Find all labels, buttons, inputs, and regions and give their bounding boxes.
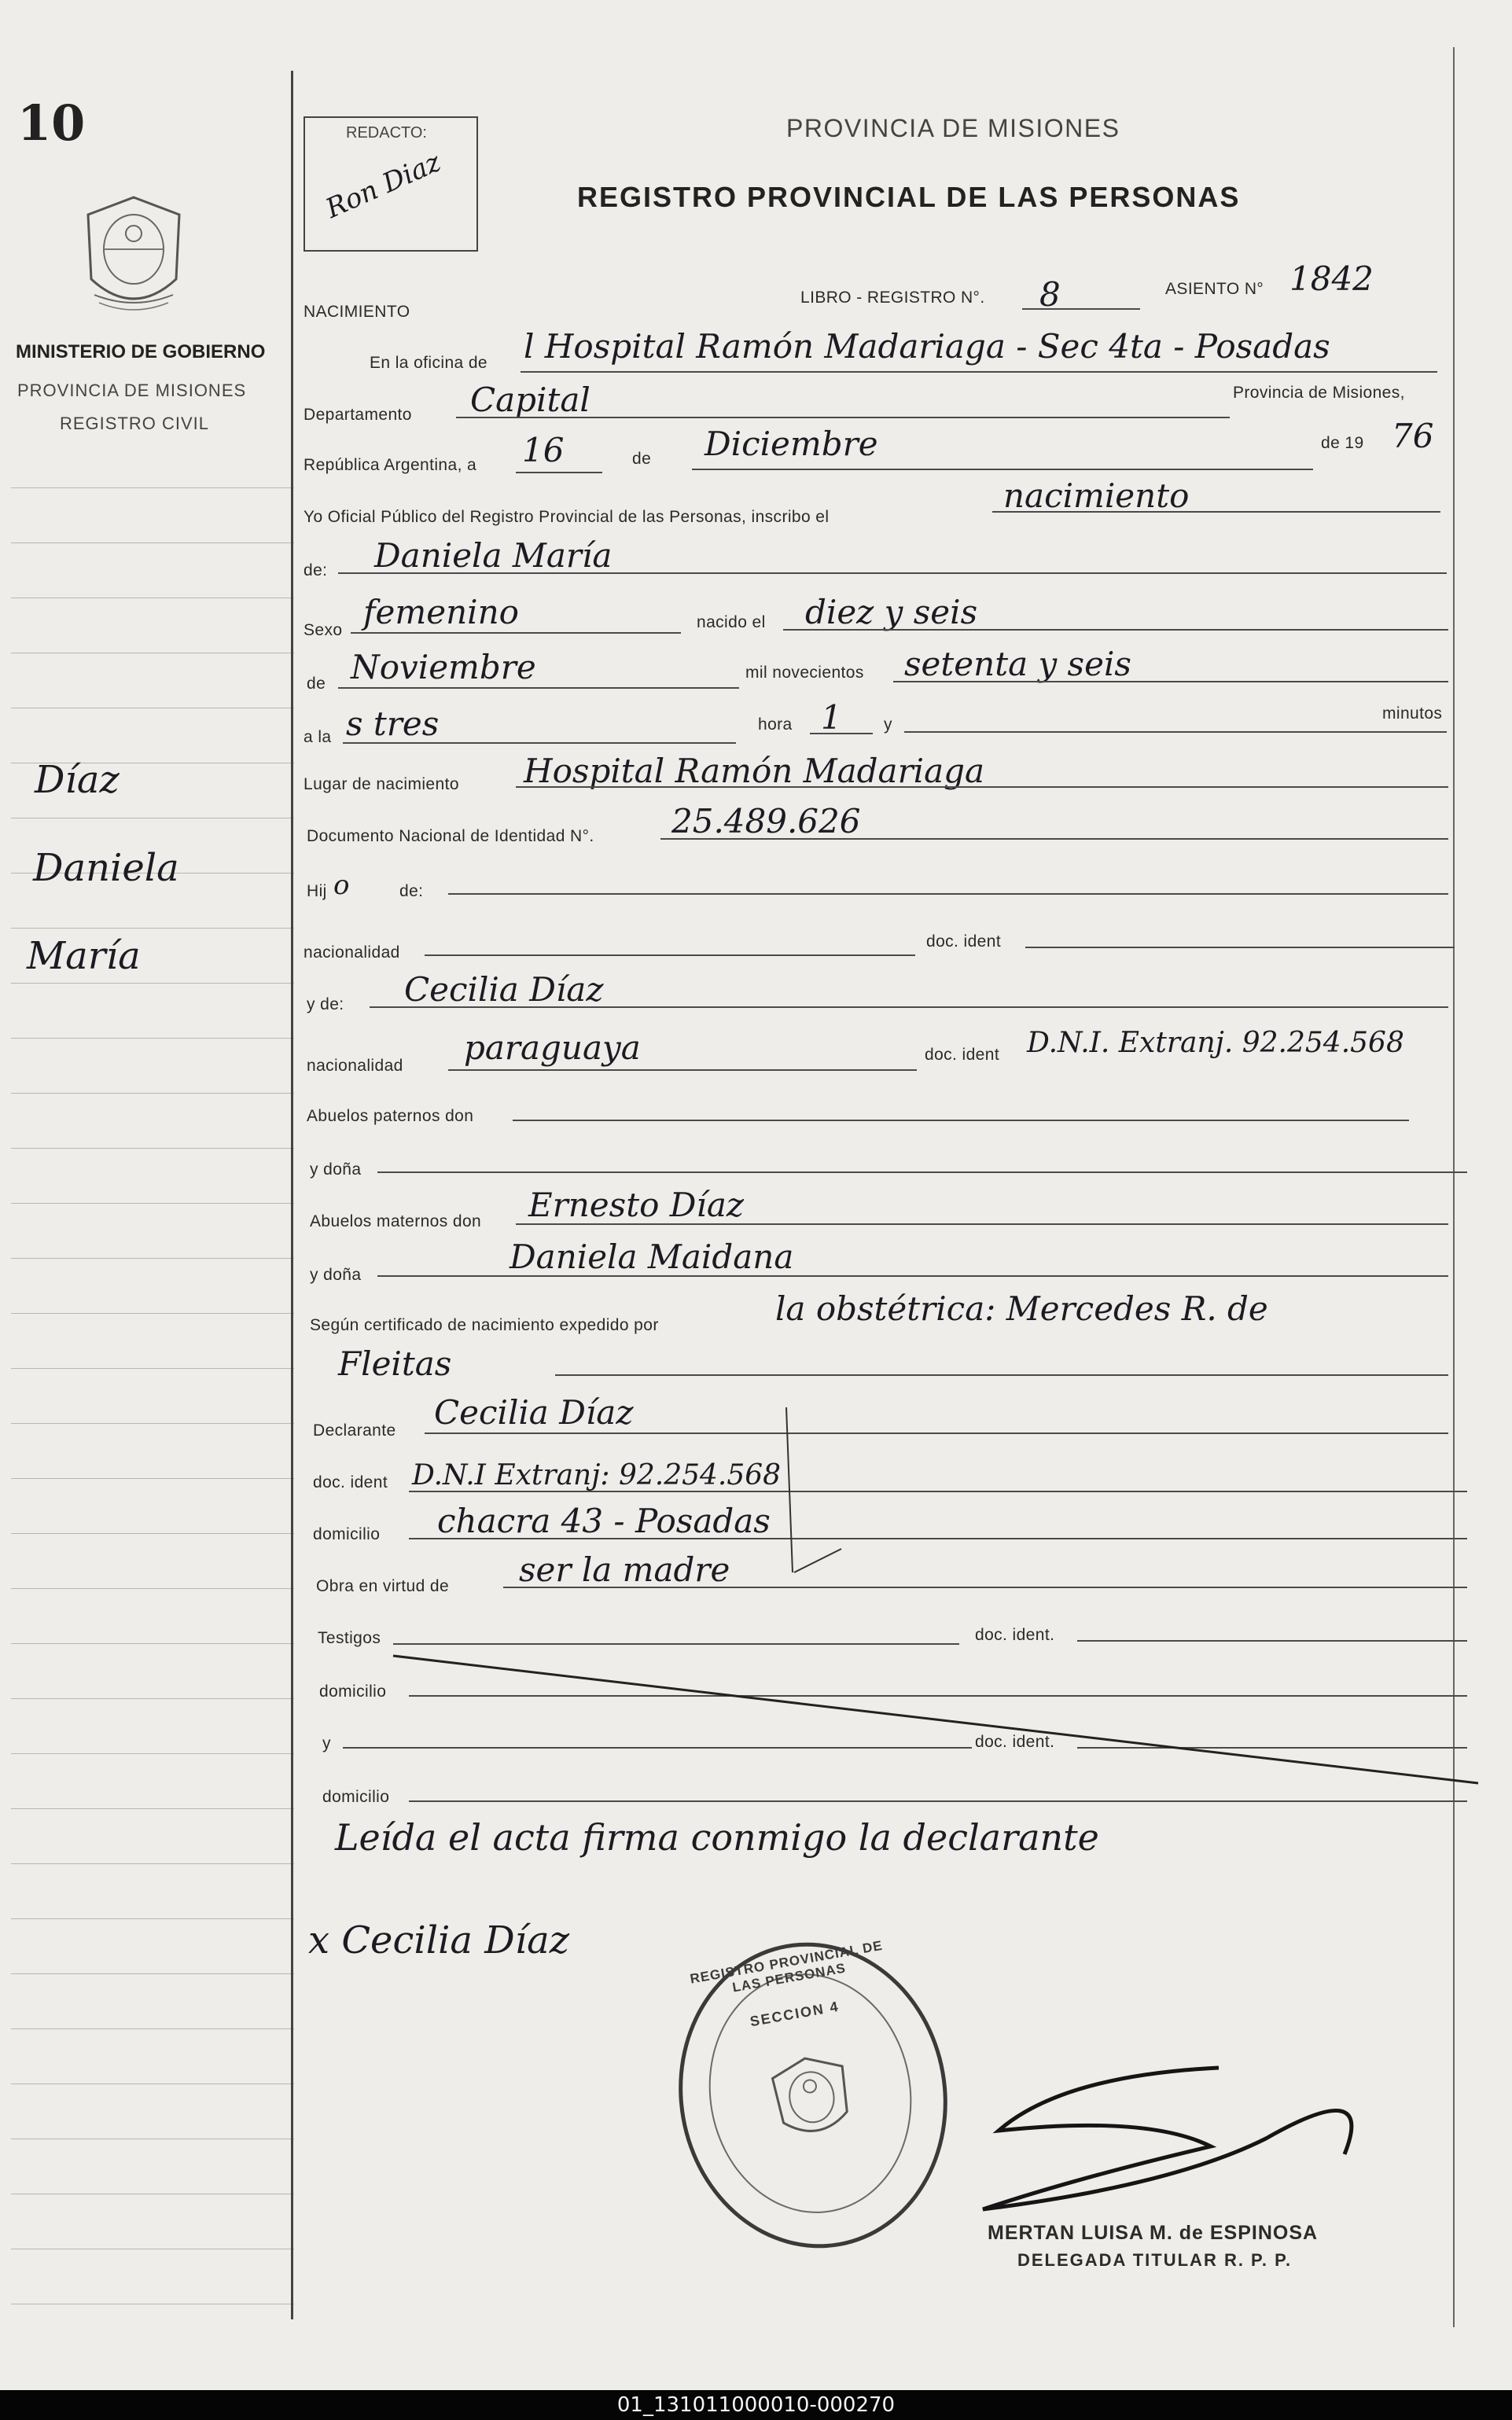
official-name: MERTAN LUISA M. de ESPINOSA xyxy=(988,2222,1319,2244)
oficina-label: En la oficina de xyxy=(370,354,487,372)
de-label: de xyxy=(632,450,652,468)
lugar-value: Hospital Ramón Madariaga xyxy=(524,752,985,790)
libro-label: LIBRO - REGISTRO N°. xyxy=(800,289,985,307)
doc-ident2-label: doc. ident xyxy=(925,1046,1000,1064)
domicilio-label: domicilio xyxy=(313,1525,381,1543)
ministerio-label: MINISTERIO DE GOBIERNO xyxy=(16,341,266,362)
libro-value: 8 xyxy=(1039,275,1061,314)
asiento-value: 1842 xyxy=(1289,259,1374,298)
nombre-value: Daniela María xyxy=(374,536,613,575)
anio-label: de 19 xyxy=(1321,434,1364,452)
abuelo-materno-value: Ernesto Díaz xyxy=(528,1186,744,1224)
y2-label: y xyxy=(322,1734,331,1752)
declarante-doc-value: D.N.I Extranj: 92.254.568 xyxy=(412,1459,782,1491)
declarante-value: Cecilia Díaz xyxy=(434,1393,634,1432)
footer-id-bar xyxy=(0,2390,1512,2420)
doc-ident-label: doc. ident xyxy=(926,932,1002,951)
ydona-label: y doña xyxy=(310,1160,362,1179)
republica-label: República Argentina, a xyxy=(304,456,477,474)
oficina-value: l Hospital Ramón Madariaga - Sec 4ta - Posadas xyxy=(524,327,1330,366)
madre-doc-value: D.N.I. Extranj. 92.254.568 xyxy=(1027,1027,1404,1059)
margin-note-name-1: Daniela xyxy=(33,846,179,890)
obra-label: Obra en virtud de xyxy=(316,1577,450,1595)
nacido-mes-value: Noviembre xyxy=(351,648,536,686)
ala-label: a la xyxy=(304,728,332,746)
testigos-label: Testigos xyxy=(318,1629,381,1647)
margin-note-name-2: María xyxy=(27,934,141,978)
folio-number: 10 xyxy=(17,94,86,152)
asiento-label: ASIENTO N° xyxy=(1165,280,1264,298)
de-nombre-label: de: xyxy=(304,561,328,579)
anio-value: 76 xyxy=(1392,417,1434,455)
domicilio-value: chacra 43 - Posadas xyxy=(437,1502,771,1540)
domicilio3-label: domicilio xyxy=(322,1788,390,1806)
redacto-signature: Ron Diaz xyxy=(321,146,446,225)
stamp-text: REGISTRO PROVINCIAL DE LAS PERSONAS xyxy=(689,1937,885,1995)
certificado-value: la obstétrica: Mercedes R. de xyxy=(775,1289,1268,1328)
inscribo-value: nacimiento xyxy=(1003,476,1190,515)
record-type: NACIMIENTO xyxy=(304,303,410,321)
doc-ident4-label: doc. ident. xyxy=(975,1626,1055,1644)
hijo-label: Hij xyxy=(307,882,327,900)
ala-value: s tres xyxy=(346,704,440,743)
hijo-de-label: de: xyxy=(399,882,424,900)
nacido-value: diez y seis xyxy=(805,593,978,631)
hijo-value: o xyxy=(333,870,350,901)
stamp-emblem-icon xyxy=(761,2047,863,2158)
doc-ident5-label: doc. ident. xyxy=(975,1733,1055,1751)
footer-id: 01_131011000010-000270 xyxy=(616,2393,896,2417)
abuelos-paternos-label: Abuelos paternos don xyxy=(307,1107,474,1125)
certificado-label: Según certificado de nacimiento expedido por xyxy=(310,1316,659,1334)
redacto-label: REDACTO: xyxy=(346,124,427,142)
certificado-value-2: Fleitas xyxy=(338,1344,452,1383)
departamento-label: Departamento xyxy=(304,406,412,424)
dia-value: 16 xyxy=(522,431,565,469)
official-title: DELEGADA TITULAR R. P. P. xyxy=(1017,2250,1293,2270)
registro-civil-label: REGISTRO CIVIL xyxy=(60,414,210,433)
ydona2-label: y doña xyxy=(310,1266,362,1284)
nacionalidad-label: nacionalidad xyxy=(304,943,400,962)
dni-value: 25.489.626 xyxy=(671,802,861,840)
yde-label: y de: xyxy=(307,995,344,1013)
declarante-label: Declarante xyxy=(313,1421,396,1440)
sexo-label: Sexo xyxy=(304,621,343,639)
de-mes-label: de xyxy=(307,675,326,693)
stamp-section: SECCION 4 xyxy=(749,1998,841,2030)
y-label: y xyxy=(884,715,892,734)
doc-ident3-label: doc. ident xyxy=(313,1473,388,1491)
oficial-text: Yo Oficial Público del Registro Provincial de las Personas, inscribo el xyxy=(304,508,830,526)
province-title: PROVINCIA DE MISIONES xyxy=(786,114,1120,142)
margin-note-surname: Díaz xyxy=(35,758,120,802)
provincia-misiones-label: Provincia de Misiones, xyxy=(1233,384,1405,402)
dni-label: Documento Nacional de Identidad N°. xyxy=(307,827,594,845)
mil-label: mil novecientos xyxy=(745,664,864,682)
firma-declarante: x Cecilia Díaz xyxy=(308,1918,570,1962)
domicilio2-label: domicilio xyxy=(319,1683,387,1701)
nacionalidad2-label: nacionalidad xyxy=(307,1057,403,1075)
nacido-label: nacido el xyxy=(697,613,766,631)
madre-value: Cecilia Díaz xyxy=(404,970,604,1009)
official-signature xyxy=(967,2044,1407,2249)
hora-value: 1 xyxy=(821,698,842,737)
abuelos-maternos-label: Abuelos maternos don xyxy=(310,1212,482,1230)
departamento-value: Capital xyxy=(470,381,590,419)
hora-label: hora xyxy=(758,715,793,734)
abuela-materna-value: Daniela Maidana xyxy=(510,1238,794,1276)
madre-nacionalidad-value: paraguaya xyxy=(464,1028,641,1067)
leida-text: Leída el acta firma conmigo la declarante xyxy=(335,1816,1099,1859)
sexo-value: femenino xyxy=(363,593,519,631)
mes-value: Diciembre xyxy=(704,425,878,463)
lugar-label: Lugar de nacimiento xyxy=(304,775,459,793)
registry-title: REGISTRO PROVINCIAL DE LAS PERSONAS xyxy=(577,181,1241,213)
mil-value: setenta y seis xyxy=(904,645,1131,683)
minutos-label: minutos xyxy=(1382,704,1443,723)
provincia-label: PROVINCIA DE MISIONES xyxy=(17,381,247,400)
obra-value: ser la madre xyxy=(519,1550,730,1589)
